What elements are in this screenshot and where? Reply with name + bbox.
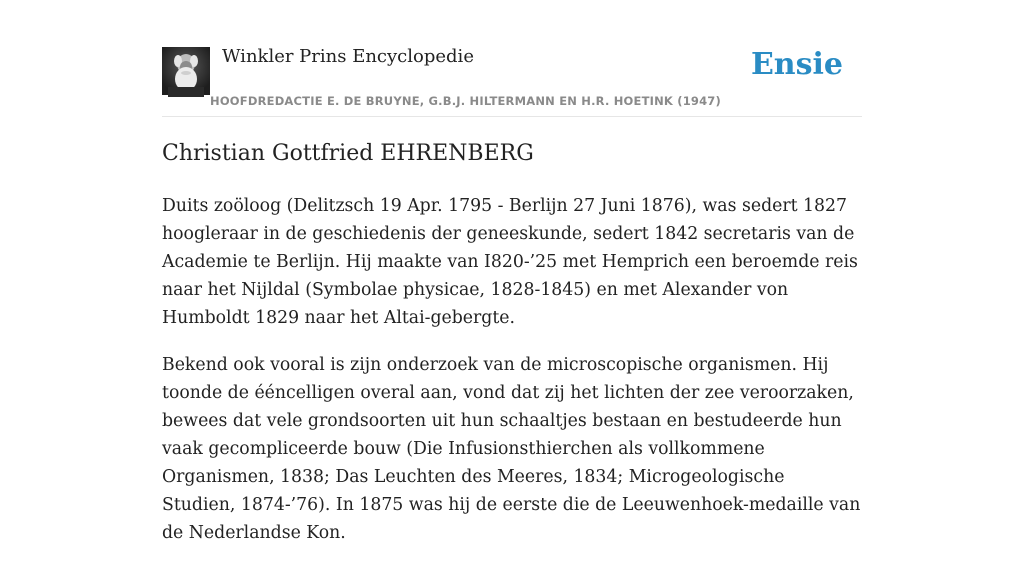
brand-logo[interactable]: Ensie bbox=[750, 47, 843, 82]
avatar[interactable] bbox=[162, 47, 210, 95]
article-body bbox=[162, 192, 862, 566]
content-column bbox=[162, 0, 862, 543]
portrait-image bbox=[162, 47, 210, 95]
publication-editors: HOOFDREDACTIE E. DE BRUYNE, G.B.J. HILTERMANN EN H.R. HOETINK (1947) bbox=[210, 94, 721, 108]
article-title: Christian Gottfried EHRENBERG bbox=[162, 141, 534, 166]
header bbox=[162, 0, 862, 117]
publication-title[interactable]: Winkler Prins Encyclopedie bbox=[222, 46, 474, 67]
article-paragraph: Bekend ook vooral is zijn onderzoek van de microscopische organismen. Hij toonde de ééncelligen overal aan, vond dat zij het lichten der zee veroorzaken, bewees dat vele grondsoorten uit hun schaaltjes bestaan en bestudeerde hun vaak gecompliceerde bouw (Die Infusionsthierchen als vollkommene Organismen, 1838; Das Leuchten des Meeres, 1834; Microgeologische Studien, 1874-’76). In 1875 was hij de eerste die de Leeuwenhoek-medaille van de Nederlandse Kon. bbox=[162, 355, 861, 543]
article-paragraph: Duits zoöloog (Delitzsch 19 Apr. 1795 - Berlijn 27 Juni 1876), was sedert 1827 hoogleraar in de geschiedenis der geneeskunde, sedert 1842 secretaris van de Academie te Berlijn. Hij maakte van I820-’25 met Hemprich een beroemde reis naar het Nijldal (Symbolae physicae, 1828-1845) en met Alexander von Humboldt 1829 naar het Altai-gebergte. bbox=[162, 196, 858, 328]
